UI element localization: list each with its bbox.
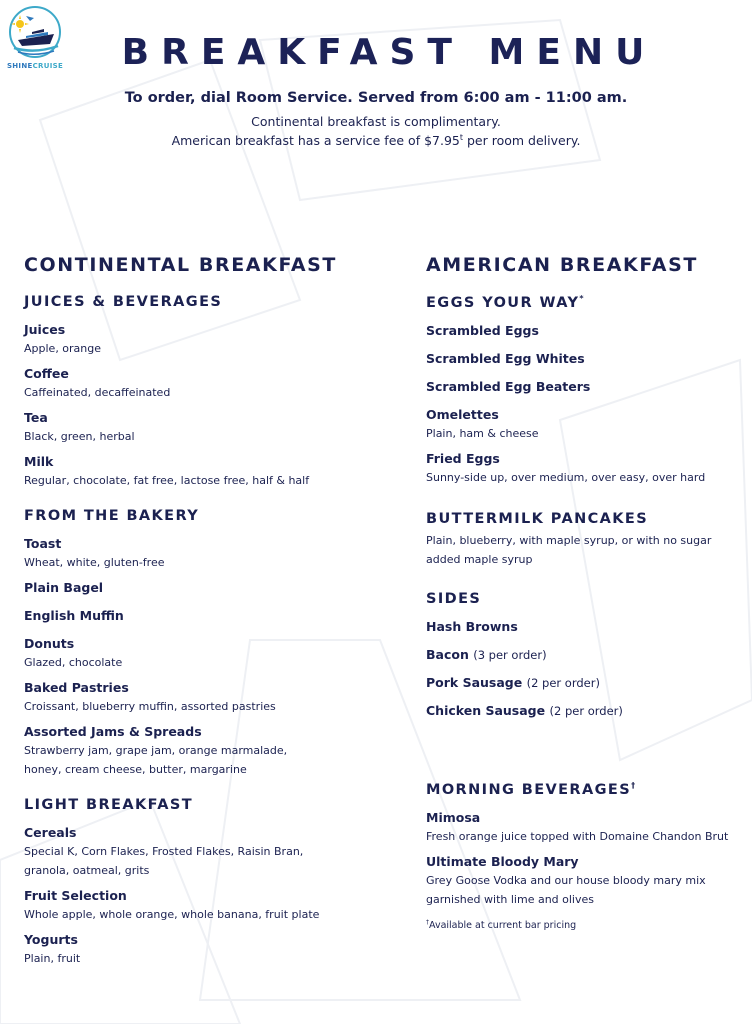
item-desc: Caffeinated, decaffeinated — [24, 386, 171, 399]
bar-pricing-footnote — [426, 919, 746, 931]
item-name: Tea — [24, 410, 48, 425]
menu-item — [24, 724, 364, 779]
item-name: Coffee — [24, 366, 69, 381]
american-column — [426, 254, 746, 949]
item-name — [426, 703, 746, 719]
item-name: Juices — [24, 322, 66, 337]
item-desc: Grey Goose Vodka and our house bloody mary mix — [426, 873, 706, 887]
menu-item — [24, 454, 364, 490]
item-name: Cereals — [24, 825, 77, 840]
item-desc: Black, green, herbal — [24, 430, 135, 443]
light-title: LIGHT BREAKFAST — [24, 797, 193, 813]
pancakes-desc: added maple syrup — [426, 552, 533, 566]
juices-title: JUICES & BEVERAGES — [24, 294, 223, 310]
item-name: Fruit Selection — [24, 888, 127, 903]
item-name-text: Pork Sausage — [426, 674, 523, 690]
item-desc: Whole apple, whole orange, whole banana, fruit plate — [24, 908, 320, 921]
eggs-title-text: EGGS YOUR WAY — [426, 294, 580, 311]
item-name: Plain Bagel — [24, 580, 104, 595]
bakery-group — [24, 508, 364, 779]
item-desc: Plain, ham & cheese — [426, 426, 539, 440]
item-name-text: Bacon — [426, 646, 469, 662]
item-desc: honey, cream cheese, butter, margarine — [24, 763, 247, 776]
menu-item — [24, 932, 364, 968]
menu-item — [24, 410, 364, 446]
american-fee-suffix: per room delivery. — [463, 133, 581, 149]
menu-item — [426, 379, 746, 395]
item-name: Yogurts — [24, 932, 78, 947]
continental-note: Continental breakfast is complimentary. — [251, 114, 501, 129]
item-desc: Sunny-side up, over medium, over easy, over hard — [426, 470, 706, 484]
pancakes-group — [426, 511, 746, 569]
item-name: Ultimate Bloody Mary — [426, 853, 579, 869]
bakery-title: FROM THE BAKERY — [24, 508, 200, 524]
american-fee-text: American breakfast has a service fee of $7.95 — [171, 133, 460, 149]
menu-item — [24, 825, 364, 880]
light-group — [24, 797, 364, 968]
menu-item — [426, 407, 746, 443]
juices-group — [24, 294, 364, 490]
menu-item — [24, 322, 364, 358]
logo-text-shine: SHINE — [6, 62, 33, 70]
menu-item — [426, 675, 746, 691]
item-desc: Fresh orange juice topped with Domaine Chandon Brut — [426, 829, 729, 843]
continental-column — [24, 254, 364, 986]
item-desc: Special K, Corn Flakes, Frosted Flakes, Raisin Bran, — [24, 845, 304, 858]
beverages-title — [426, 781, 746, 798]
menu-item — [24, 636, 364, 672]
item-desc: granola, oatmeal, grits — [24, 864, 150, 877]
menu-item — [426, 810, 746, 846]
footnote-text: Available at current bar pricing — [429, 919, 577, 931]
item-desc: garnished with lime and olives — [426, 892, 594, 906]
item-note: (2 per order) — [549, 703, 623, 718]
menu-item — [24, 608, 364, 624]
fee-footnote-mark: t — [459, 133, 464, 142]
item-name: Assorted Jams & Spreads — [24, 724, 202, 739]
item-name: Milk — [24, 454, 54, 469]
item-name: Toast — [24, 536, 62, 551]
item-name: Fried Eggs — [426, 450, 500, 466]
item-desc: Regular, chocolate, fat free, lactose free, half & half — [24, 474, 310, 487]
item-name: Donuts — [24, 636, 75, 651]
pancakes-desc: Plain, blueberry, with maple syrup, or with no sugar — [426, 533, 712, 547]
eggs-footnote-mark: * — [579, 294, 584, 303]
item-name: Scrambled Egg Beaters — [426, 378, 591, 394]
menu-item — [24, 536, 364, 572]
item-name: Mimosa — [426, 809, 481, 825]
item-desc: Strawberry jam, grape jam, orange marmalade, — [24, 744, 288, 757]
item-desc: Croissant, blueberry muffin, assorted pastries — [24, 700, 276, 713]
american-fee-note — [0, 133, 752, 148]
item-desc: Plain, fruit — [24, 952, 81, 965]
item-name: English Muffin — [24, 608, 124, 623]
menu-item — [426, 451, 746, 487]
menu-item — [24, 580, 364, 596]
eggs-group — [426, 294, 746, 487]
item-name-text: Chicken Sausage — [426, 702, 546, 718]
item-name: Omelettes — [426, 406, 499, 422]
page-title: BREAKFAST MENU — [121, 32, 657, 73]
continental-title: CONTINENTAL BREAKFAST — [24, 254, 337, 276]
sides-group — [426, 591, 746, 719]
item-name — [426, 647, 746, 663]
menu-item — [24, 680, 364, 716]
item-name: Baked Pastries — [24, 680, 129, 695]
pancakes-title: BUTTERMILK PANCAKES — [426, 510, 649, 527]
item-desc: Glazed, chocolate — [24, 656, 123, 669]
beverages-group — [426, 781, 746, 931]
item-desc: Wheat, white, gluten-free — [24, 556, 165, 569]
menu-item — [426, 351, 746, 367]
beverages-title-text: MORNING BEVERAGES — [426, 781, 632, 798]
item-name: Scrambled Egg Whites — [426, 350, 585, 366]
item-name: Hash Browns — [426, 618, 518, 634]
order-instructions: To order, dial Room Service. Served from 6:00 am - 11:00 am. — [124, 90, 628, 106]
menu-item — [426, 854, 746, 909]
item-note: (3 per order) — [473, 647, 547, 662]
menu-item — [24, 888, 364, 924]
american-title: AMERICAN BREAKFAST — [426, 254, 698, 276]
item-desc: Apple, orange — [24, 342, 102, 355]
item-name: Scrambled Eggs — [426, 322, 539, 338]
item-note: (2 per order) — [526, 675, 600, 690]
eggs-title — [426, 294, 746, 311]
item-name — [426, 675, 746, 691]
menu-item — [426, 323, 746, 339]
menu-item — [24, 366, 364, 402]
menu-item — [426, 703, 746, 719]
beverages-footnote-mark: † — [631, 780, 636, 790]
menu-item — [426, 647, 746, 663]
sides-title: SIDES — [426, 590, 482, 607]
menu-header — [0, 30, 752, 148]
menu-item — [426, 619, 746, 635]
logo-text-cruise: CRUISE — [32, 62, 64, 70]
footnote-mark: † — [426, 918, 429, 926]
